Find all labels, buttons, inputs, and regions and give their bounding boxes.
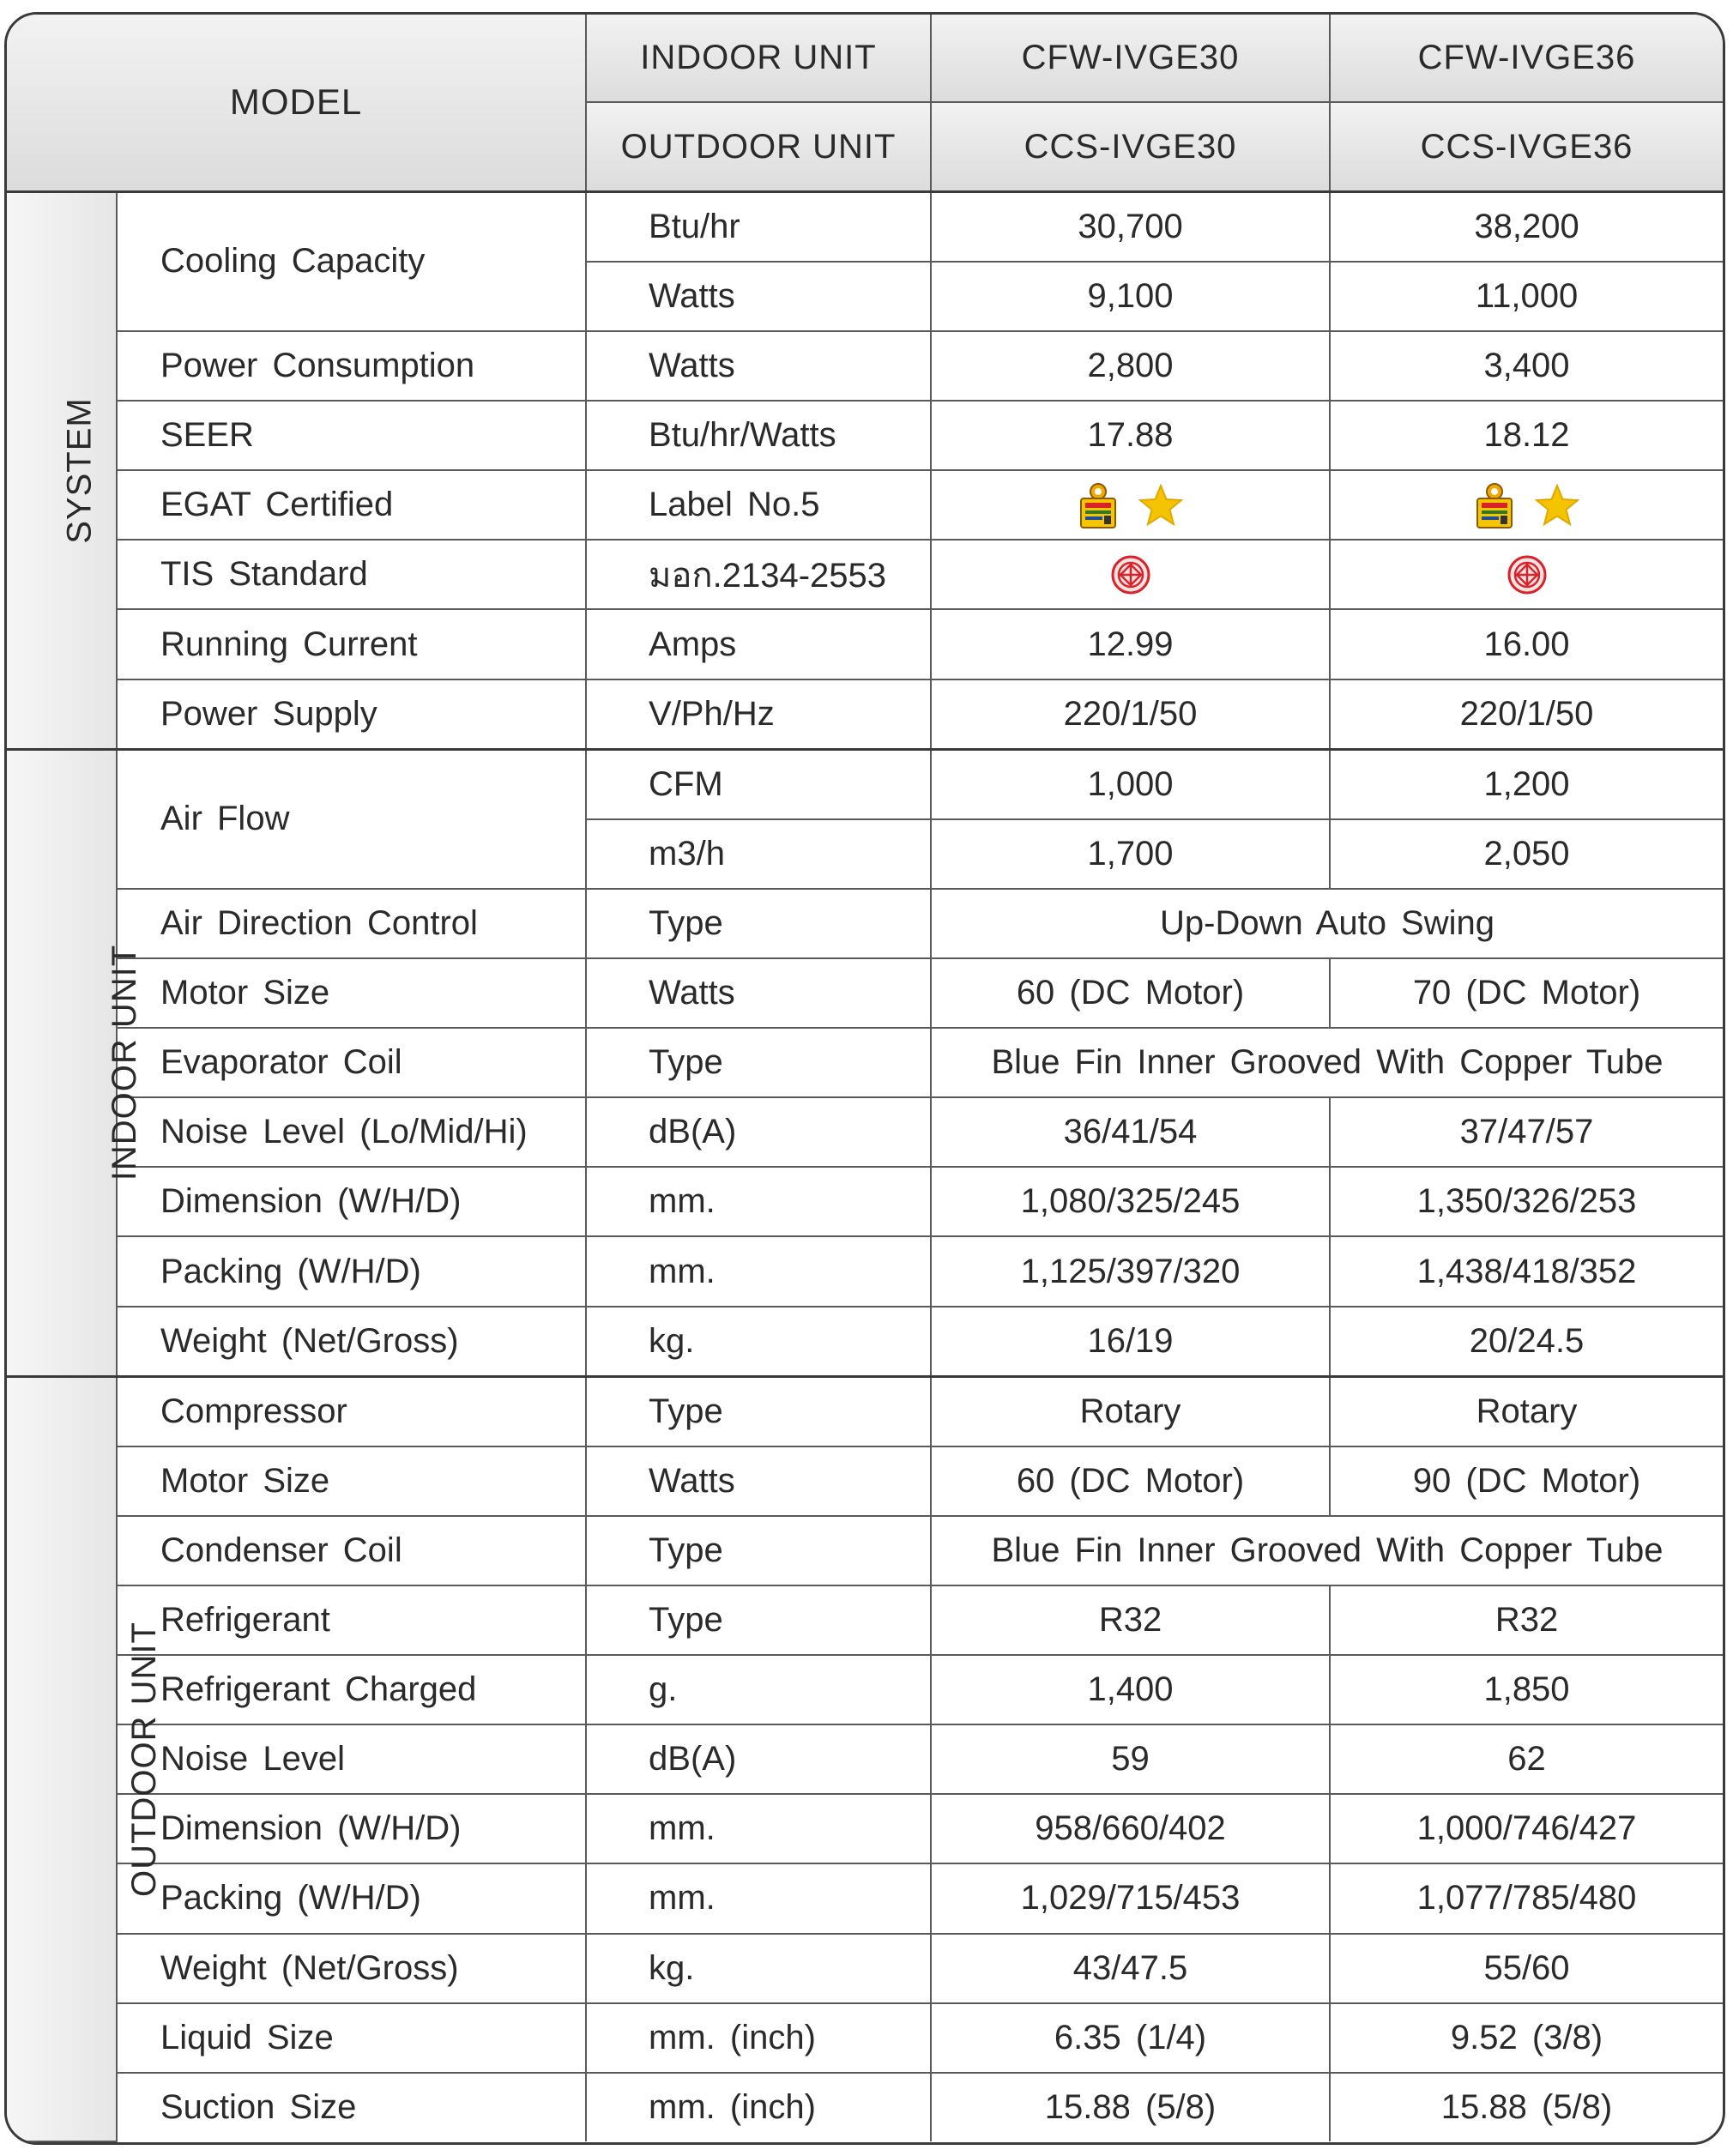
row-label: Dimension (W/H/D) <box>117 1167 586 1236</box>
row-unit: mm. <box>586 1167 931 1236</box>
row-label: Cooling Capacity <box>117 191 586 331</box>
row-unit: Btu/hr <box>586 191 931 262</box>
row-label: Weight (Net/Gross) <box>117 1307 586 1377</box>
row-label: Refrigerant <box>117 1585 586 1655</box>
row-unit: mm. (inch) <box>586 2073 931 2141</box>
row-label: Suction Size <box>117 2073 586 2141</box>
table-row <box>7 1097 1723 1167</box>
row-label: Weight (Net/Gross) <box>117 1934 586 2003</box>
section-label-system: SYSTEM <box>7 191 117 749</box>
table-row <box>7 1236 1723 1306</box>
row-unit: Btu/hr/Watts <box>586 401 931 470</box>
row-value: 38,200 <box>1330 191 1723 262</box>
row-unit: Watts <box>586 1446 931 1516</box>
table-row <box>7 749 1723 819</box>
row-value: 70 (DC Motor) <box>1330 958 1723 1028</box>
row-unit: CFM <box>586 749 931 819</box>
egat-cell <box>1330 470 1723 540</box>
row-unit: Type <box>586 1376 931 1446</box>
row-value: 30,700 <box>931 191 1330 262</box>
row-label: Noise Level (Lo/Mid/Hi) <box>117 1097 586 1167</box>
section-label-indoor: INDOOR UNIT <box>7 749 117 1376</box>
tis-mark-icon <box>1110 554 1151 595</box>
row-label: Power Supply <box>117 679 586 750</box>
row-value: 1,125/397/320 <box>931 1236 1330 1306</box>
row-value: 20/24.5 <box>1330 1307 1723 1377</box>
row-unit: Watts <box>586 958 931 1028</box>
row-value: 37/47/57 <box>1330 1097 1723 1167</box>
row-value: 16.00 <box>1330 609 1723 679</box>
section-label-outdoor: OUTDOOR UNIT <box>7 1376 117 2141</box>
row-value: 90 (DC Motor) <box>1330 1446 1723 1516</box>
table-row <box>7 1446 1723 1516</box>
row-value-merged: Up-Down Auto Swing <box>931 889 1723 958</box>
row-value: 9.52 (3/8) <box>1330 2003 1723 2073</box>
row-value: 6.35 (1/4) <box>931 2003 1330 2073</box>
table-row <box>7 1655 1723 1724</box>
row-value: 3,400 <box>1330 331 1723 401</box>
row-label: Packing (W/H/D) <box>117 1863 586 1933</box>
table-row <box>7 609 1723 679</box>
table-row <box>7 2003 1723 2073</box>
row-unit: mm. <box>586 1863 931 1933</box>
table-row <box>7 1167 1723 1236</box>
row-label: Air Flow <box>117 749 586 889</box>
row-unit: dB(A) <box>586 1724 931 1794</box>
indoor-unit-heading: INDOOR UNIT <box>586 15 931 102</box>
tis-cell <box>1330 540 1723 609</box>
row-unit: Type <box>586 1516 931 1585</box>
indoor-model-1: CFW-IVGE30 <box>931 15 1330 102</box>
row-value: 1,400 <box>931 1655 1330 1724</box>
row-label: TIS Standard <box>117 540 586 609</box>
tis-cell <box>931 540 1330 609</box>
table-row <box>7 1376 1723 1446</box>
row-value: 220/1/50 <box>1330 679 1723 750</box>
row-label: Noise Level <box>117 1724 586 1794</box>
row-unit: mm. (inch) <box>586 2003 931 2073</box>
row-value: 60 (DC Motor) <box>931 1446 1330 1516</box>
row-label: Motor Size <box>117 958 586 1028</box>
row-unit: dB(A) <box>586 1097 931 1167</box>
row-unit: Watts <box>586 262 931 331</box>
table-row <box>7 401 1723 470</box>
row-unit: g. <box>586 1655 931 1724</box>
indoor-model-2: CFW-IVGE36 <box>1330 15 1723 102</box>
row-value: 16/19 <box>931 1307 1330 1377</box>
row-label: Motor Size <box>117 1446 586 1516</box>
row-unit: kg. <box>586 1307 931 1377</box>
row-value: 958/660/402 <box>931 1794 1330 1863</box>
row-label: Liquid Size <box>117 2003 586 2073</box>
row-unit: m3/h <box>586 819 931 889</box>
table-row <box>7 331 1723 401</box>
row-value: R32 <box>1330 1585 1723 1655</box>
row-value: 2,050 <box>1330 819 1723 889</box>
star-icon <box>1535 484 1579 527</box>
row-value: 12.99 <box>931 609 1330 679</box>
row-value: 1,080/325/245 <box>931 1167 1330 1236</box>
table-row <box>7 191 1723 262</box>
row-value: 1,029/715/453 <box>931 1863 1330 1933</box>
row-unit: Type <box>586 1028 931 1097</box>
outdoor-unit-heading: OUTDOOR UNIT <box>586 102 931 191</box>
row-value: 15.88 (5/8) <box>1330 2073 1723 2141</box>
row-label: Power Consumption <box>117 331 586 401</box>
spec-table <box>7 15 1723 2142</box>
header-row-indoor <box>7 15 1723 102</box>
row-value: 9,100 <box>931 262 1330 331</box>
row-value: 55/60 <box>1330 1934 1723 2003</box>
row-value: 1,350/326/253 <box>1330 1167 1723 1236</box>
row-value: 2,800 <box>931 331 1330 401</box>
row-label: Evaporator Coil <box>117 1028 586 1097</box>
table-row <box>7 540 1723 609</box>
row-unit: Type <box>586 889 931 958</box>
row-unit: kg. <box>586 1934 931 2003</box>
row-unit: mm. <box>586 1794 931 1863</box>
row-label: Dimension (W/H/D) <box>117 1794 586 1863</box>
row-value: Rotary <box>1330 1376 1723 1446</box>
row-unit: มอก.2134-2553 <box>586 540 931 609</box>
row-label: Refrigerant Charged <box>117 1655 586 1724</box>
tis-mark-icon <box>1507 554 1548 595</box>
row-unit: Amps <box>586 609 931 679</box>
row-value: 36/41/54 <box>931 1097 1330 1167</box>
table-row <box>7 1794 1723 1863</box>
row-value: 1,000 <box>931 749 1330 819</box>
row-value: 1,200 <box>1330 749 1723 819</box>
table-row <box>7 1934 1723 2003</box>
row-value: 1,700 <box>931 819 1330 889</box>
row-unit: Watts <box>586 331 931 401</box>
table-row <box>7 1516 1723 1585</box>
row-value: R32 <box>931 1585 1330 1655</box>
table-row <box>7 1863 1723 1933</box>
row-value: Rotary <box>931 1376 1330 1446</box>
table-row <box>7 1724 1723 1794</box>
row-value: 220/1/50 <box>931 679 1330 750</box>
row-unit: V/Ph/Hz <box>586 679 931 750</box>
table-row <box>7 679 1723 750</box>
row-label: Condenser Coil <box>117 1516 586 1585</box>
spec-table-frame <box>4 12 1725 2145</box>
row-label: EGAT Certified <box>117 470 586 540</box>
table-row <box>7 958 1723 1028</box>
table-row <box>7 470 1723 540</box>
row-label: Compressor <box>117 1376 586 1446</box>
row-value: 15.88 (5/8) <box>931 2073 1330 2141</box>
row-value: 18.12 <box>1330 401 1723 470</box>
table-row <box>7 2073 1723 2141</box>
row-label: Packing (W/H/D) <box>117 1236 586 1306</box>
row-unit: Type <box>586 1585 931 1655</box>
row-label: Air Direction Control <box>117 889 586 958</box>
row-unit: mm. <box>586 1236 931 1306</box>
row-label: SEER <box>117 401 586 470</box>
outdoor-model-1: CCS-IVGE30 <box>931 102 1330 191</box>
row-value: 17.88 <box>931 401 1330 470</box>
egat-cell <box>931 470 1330 540</box>
table-row <box>7 1585 1723 1655</box>
egat-label-5-icon <box>1078 481 1118 529</box>
table-row <box>7 889 1723 958</box>
row-value: 62 <box>1330 1724 1723 1794</box>
row-value-merged: Blue Fin Inner Grooved With Copper Tube <box>931 1028 1723 1097</box>
row-value: 1,850 <box>1330 1655 1723 1724</box>
row-value: 1,000/746/427 <box>1330 1794 1723 1863</box>
row-value: 43/47.5 <box>931 1934 1330 2003</box>
row-value-merged: Blue Fin Inner Grooved With Copper Tube <box>931 1516 1723 1585</box>
outdoor-model-2: CCS-IVGE36 <box>1330 102 1723 191</box>
row-label: Running Current <box>117 609 586 679</box>
star-icon <box>1138 484 1183 527</box>
table-row <box>7 1307 1723 1377</box>
row-unit: Label No.5 <box>586 470 931 540</box>
row-value: 11,000 <box>1330 262 1723 331</box>
model-heading: MODEL <box>7 15 586 191</box>
row-value: 1,077/785/480 <box>1330 1863 1723 1933</box>
table-row <box>7 1028 1723 1097</box>
row-value: 60 (DC Motor) <box>931 958 1330 1028</box>
egat-label-5-icon <box>1475 481 1514 529</box>
row-value: 59 <box>931 1724 1330 1794</box>
row-value: 1,438/418/352 <box>1330 1236 1723 1306</box>
